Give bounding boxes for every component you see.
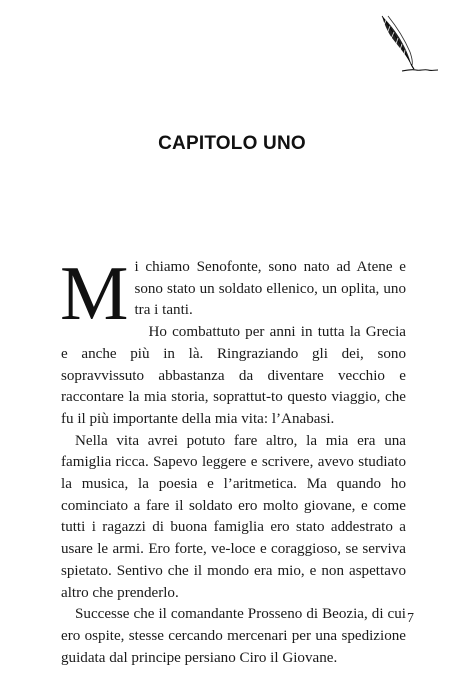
paragraph-4: Successe che il comandante Prosseno di Beozia, di cui ero ospite, stesse cercando mercenari per una spedizione guidata dal principe persiano Ciro il Giovane. (61, 606, 406, 666)
paragraph-1 (60, 250, 406, 336)
chapter-body (60, 250, 406, 669)
paragraph-2: Ho combattuto per anni in tutta la Grecia e anche più in là. Ringraziando gli dei, sono sopravvissuto abbastanza da diventare vecchio e raccontare la mia storia, soprattut-to questo viaggio, che fu il più importante della mia vita: l’Anabasi. (61, 324, 406, 427)
page-number: 7 (407, 611, 414, 626)
drop-cap: M (60, 250, 129, 336)
paragraph-3: Nella vita avrei potuto fare altro, la mia era una famiglia ricca. Sapevo leggere e scrivere, avevo studiato la musica, la poesia e l’aritmetica. Ma quando ho cominciato a fare il soldato ero molto giovane, e come tutti i ragazzi di buona famiglia ero stato addestrato a usare le armi. Ero forte, ve-loce e coraggioso, se serviva spietato. Sentivo che il mondo era mio, e non aspettavo altro che prenderlo. (61, 432, 406, 601)
chapter-title: CAPITOLO UNO (158, 133, 306, 154)
quill-pen-icon (378, 14, 440, 76)
paragraph-1-text: i chiamo Senofonte, sono nato ad Atene e sono stato un soldato ellenico, un oplita, uno tra i tanti. (134, 259, 406, 319)
